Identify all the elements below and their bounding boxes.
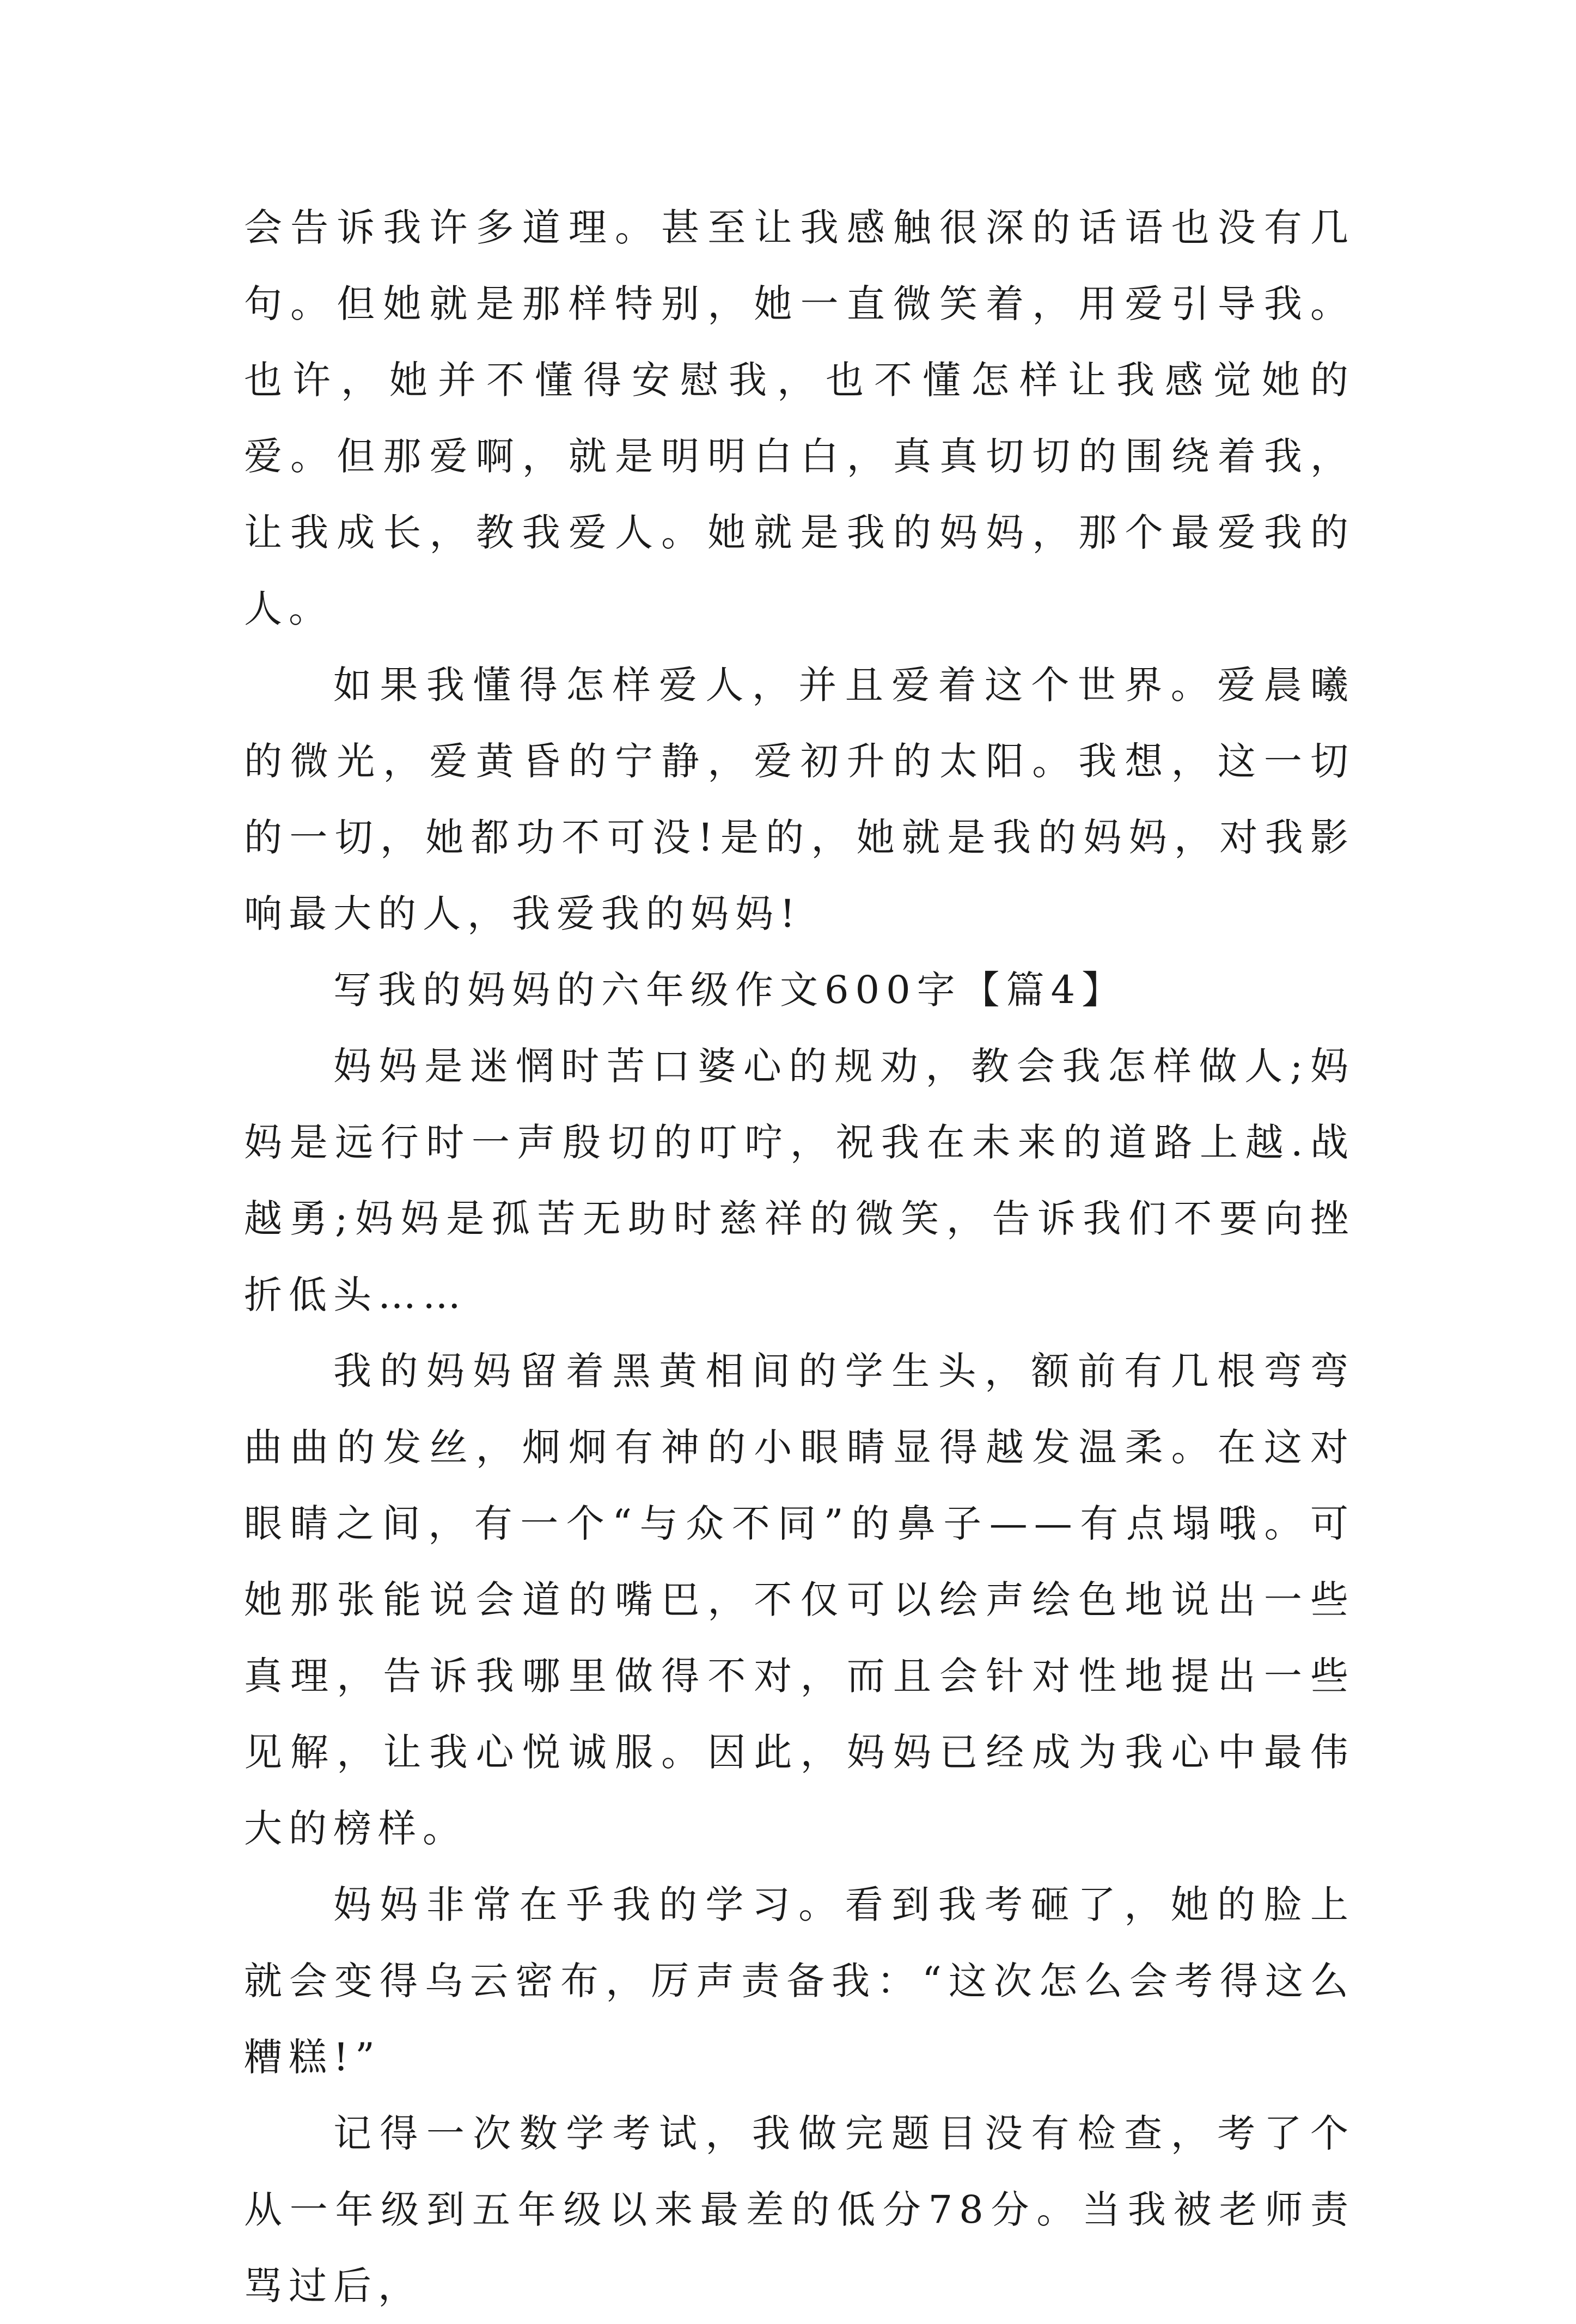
paragraph-5: 妈妈非常在乎我的学习。看到我考砸了，她的脸上就会变得乌云密布，厉声责备我：“这次怎么会考得这么糟糕!” bbox=[244, 1882, 1355, 2080]
paragraph-4: 我的妈妈留着黑黄相间的学生头，额前有几根弯弯曲曲的发丝，炯炯有神的小眼睛显得越发温柔。在这对眼睛之间，有一个“与众不同”的鼻子——有点塌哦。可她那张能说会道的嘴巴，不仅可以绘声绘色地说出一些真理，告诉我哪里做得不对，而且会针对性地提出一些见解，让我心悦诚服。因此，妈妈已经成为我心中最伟大的榜样。 bbox=[244, 1349, 1355, 1851]
paragraph-1: 会告诉我许多道理。甚至让我感触很深的话语也没有几句。但她就是那样特别，她一直微笑着，用爱引导我。也许，她并不懂得安慰我，也不懂怎样让我感觉她的爱。但那爱啊，就是明明白白，真真切切的围绕着我，让我成长，教我爱人。她就是我的妈妈，那个最爱我的人。 bbox=[244, 205, 1355, 631]
section-heading: 写我的妈妈的六年级作文600字【篇4】 bbox=[333, 968, 1127, 1012]
paragraph-2: 如果我懂得怎样爱人，并且爱着这个世界。爱晨曦的微光，爱黄昏的宁静，爱初升的太阳。我想，这一切的一切，她都功不可没!是的，她就是我的妈妈，对我影响最大的人，我爱我的妈妈! bbox=[244, 663, 1355, 936]
document-body bbox=[244, 189, 1355, 2324]
paragraph-3: 妈妈是迷惘时苦口婆心的规劝，教会我怎样做人;妈妈是远行时一声殷切的叮咛，祝我在未来的道路上越.战越勇;妈妈是孤苦无助时慈祥的微笑，告诉我们不要向挫折低头…… bbox=[244, 1044, 1355, 1317]
paragraph-6: 记得一次数学考试，我做完题目没有检查，考了个从一年级到五年级以来最差的低分78分。当我被老师责骂过后， bbox=[244, 2111, 1355, 2308]
